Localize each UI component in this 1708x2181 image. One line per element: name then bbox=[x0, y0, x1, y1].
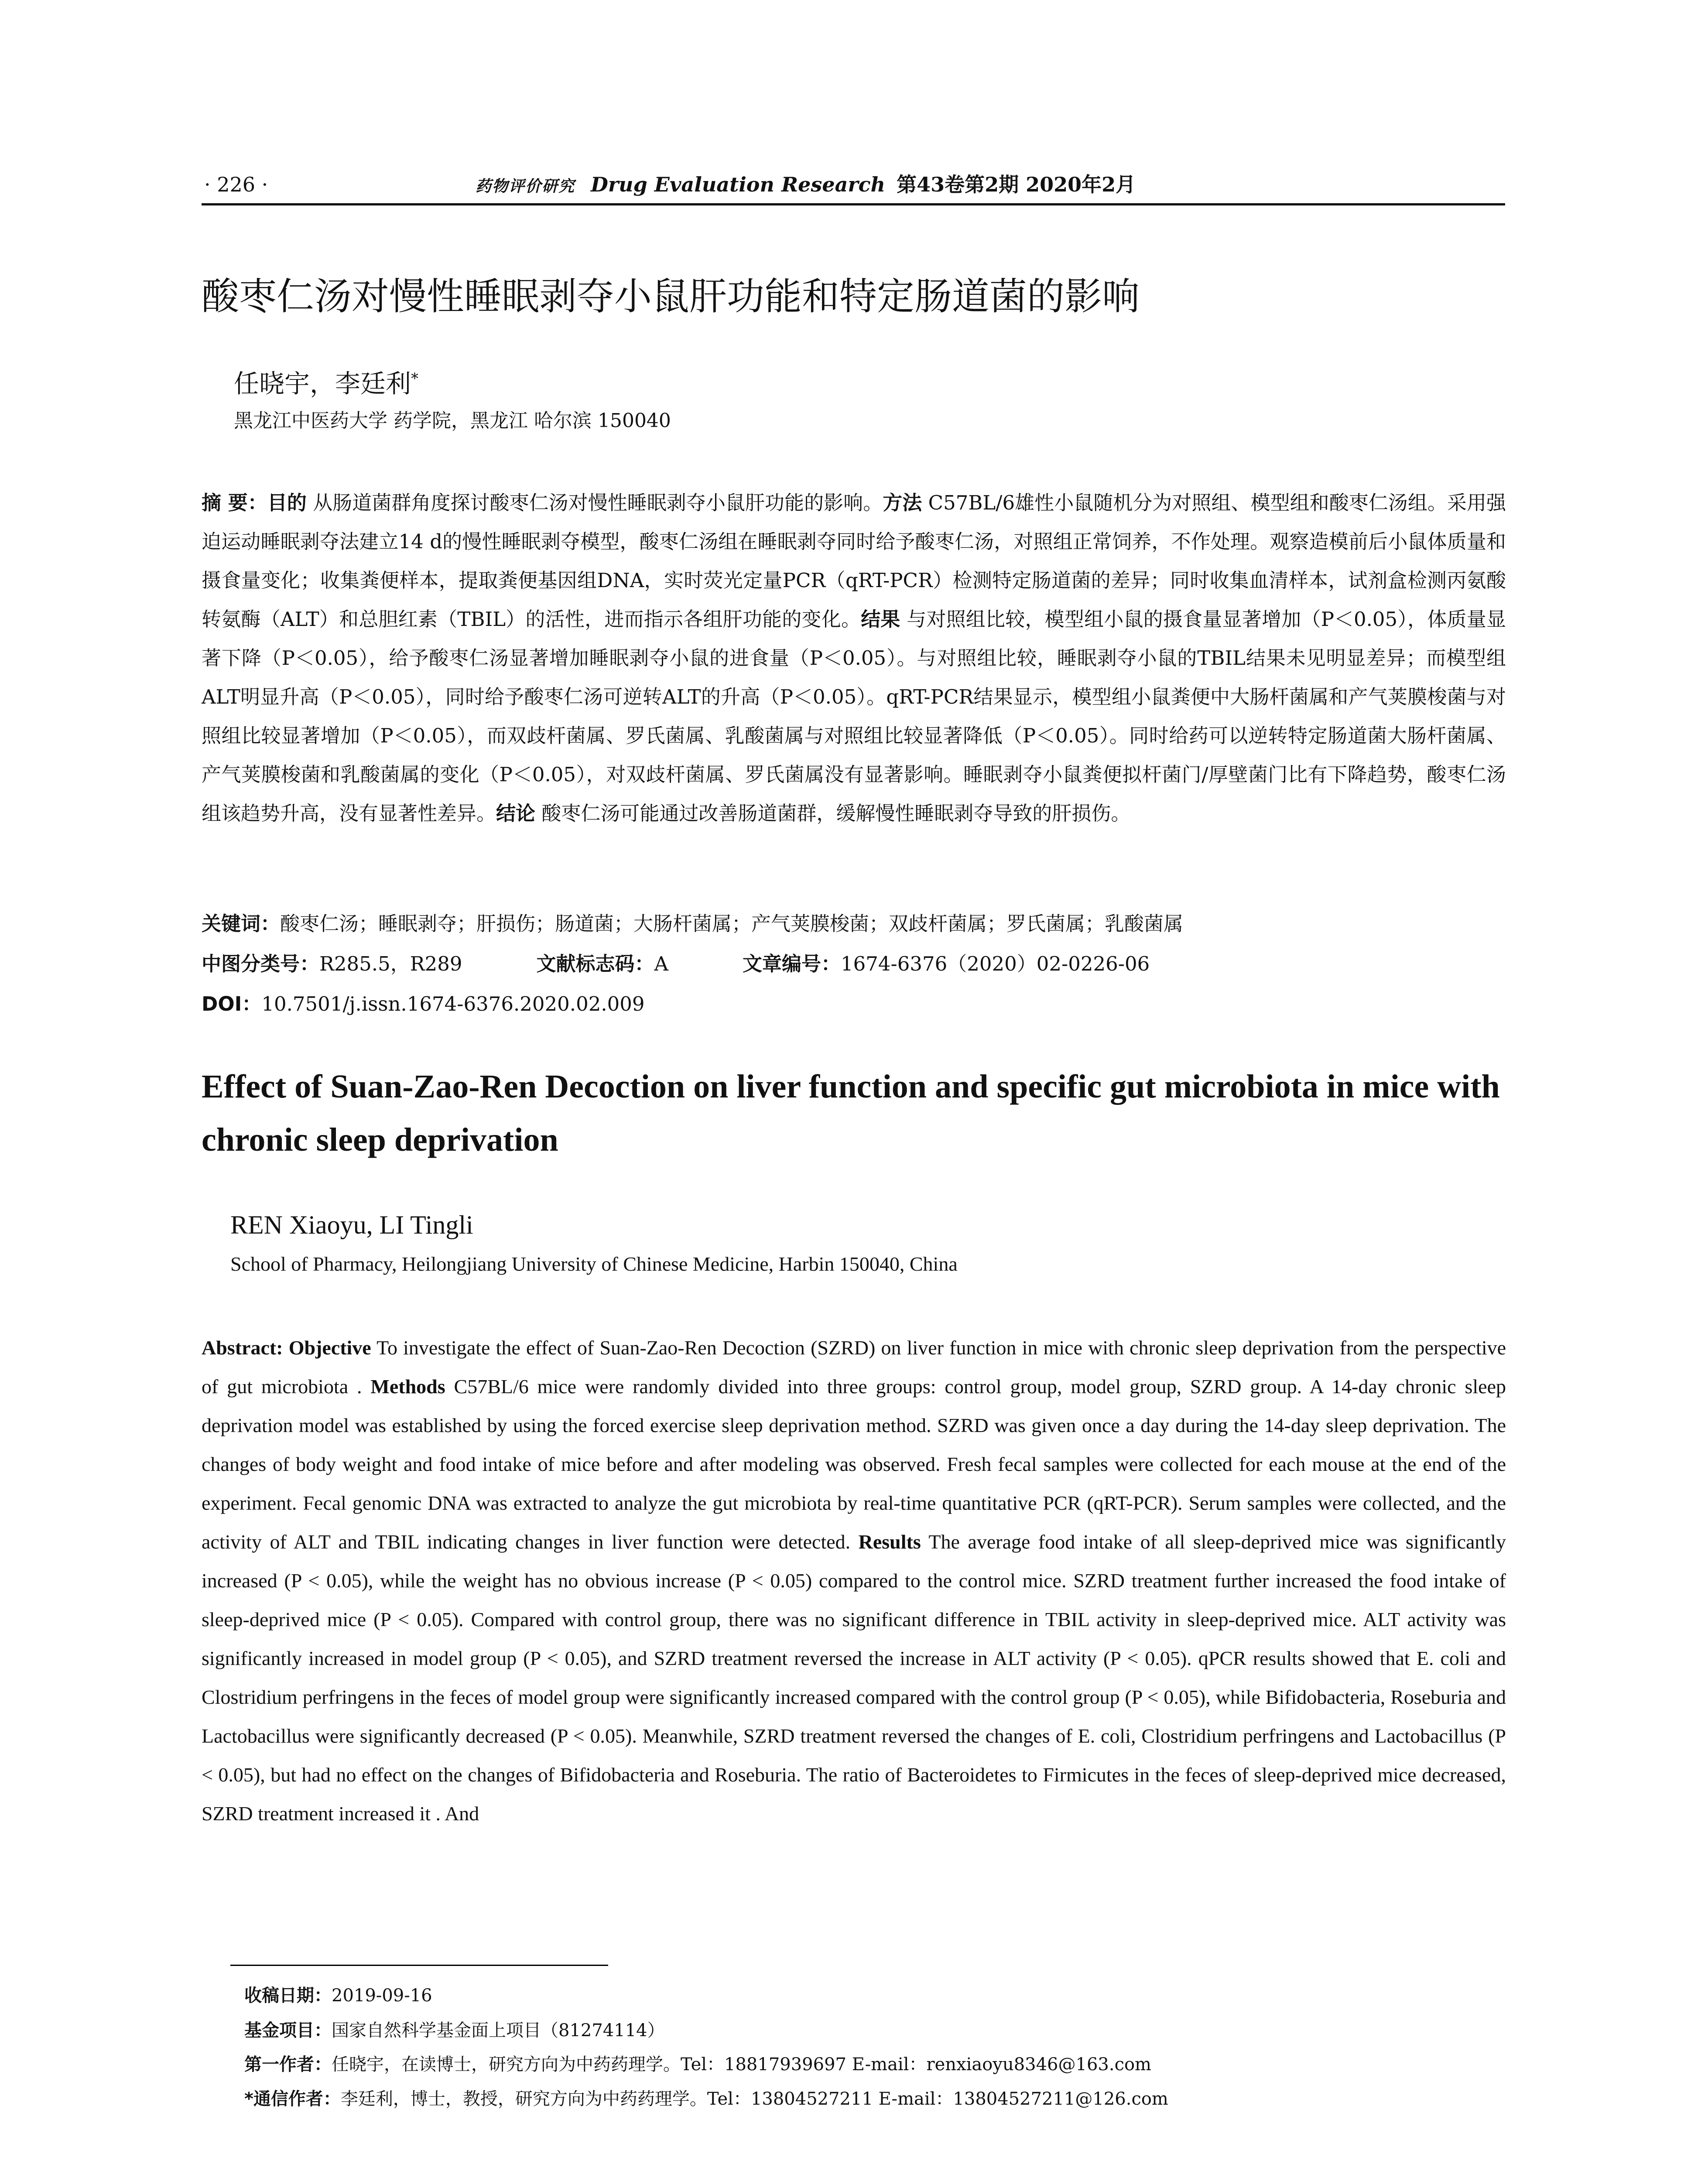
cn-abstract bbox=[202, 483, 1506, 833]
cn-affiliation: 黑龙江中医药大学 药学院，黑龙江 哈尔滨 150040 bbox=[234, 410, 671, 432]
en-abstract bbox=[202, 1328, 1506, 1833]
cn-methods-text: C57BL/6雄性小鼠随机分为对照组、模型组和酸枣仁汤组。采用强迫运动睡眠剥夺法建立14 d的慢性睡眠剥夺模型，酸枣仁汤组在睡眠剥夺同时给予酸枣仁汤，对照组正常饲养，不作处理。观察造模前后小鼠体质量和摄食量变化；收集粪便样本，提取粪便基因组DNA，实时荧光定量PCR（qRT-PCR）检测特定肠道菌的差异；同时收集血清样本，试剂盒检测丙氨酸转氨酶（ALT）和总胆红素（TBIL）的活性，进而指示各组肝功能的变化。 bbox=[202, 491, 1506, 631]
article-no-value: 1674-6376（2020）02-0226-06 bbox=[841, 952, 1150, 975]
footnote-rule bbox=[230, 1965, 608, 1966]
cn-methods-label: 方法 bbox=[883, 491, 922, 514]
journal-issue: 第43卷第2期 2020年2月 bbox=[897, 173, 1136, 196]
en-results-label: Results bbox=[858, 1531, 921, 1553]
article-no-label: 文章编号： bbox=[743, 952, 841, 975]
en-authors: REN Xiaoyu, LI Tingli bbox=[230, 1210, 473, 1239]
en-affiliation: School of Pharmacy, Heilongjiang University of Chinese Medicine, Harbin 150040, China bbox=[230, 1253, 958, 1275]
en-methods-text: C57BL/6 mice were randomly divided into three groups: control group, model group, SZRD group. A 14-day chronic sleep deprivation model was established by using the forced exercise sleep deprivation method. SZRD was given once a day during the 14-day sleep deprivation. The changes of body weight and food intake of mice before and after modeling was observed. Fresh fecal samples were collected for each mouse at the end of the experiment. Fecal genomic DNA was extracted to analyze the gut microbiota by real-time quantitative PCR (qRT-PCR). Serum samples were collected, and the activity of ALT and TBIL indicating changes in liver function were detected. bbox=[202, 1375, 1506, 1553]
cn-objective-label: 目的 bbox=[267, 491, 307, 514]
footnote-first-author: 第一作者：任晓宇，在读博士，研究方向为中药药理学。Tel：18817939697 E-mail：renxiaoyu8346@163.com bbox=[244, 2055, 1151, 2075]
cn-authors: 任晓宇，李廷利* bbox=[234, 369, 419, 399]
cn-results-label: 结果 bbox=[861, 608, 900, 631]
cn-conclusion-text: 酸枣仁汤可能通过改善肠道菌群，缓解慢性睡眠剥夺导致的肝损伤。 bbox=[535, 802, 1131, 825]
doi-value: 10.7501/j.issn.1674-6376.2020.02.009 bbox=[261, 992, 645, 1015]
cn-keywords bbox=[202, 911, 1506, 937]
cn-keywords-label: 关键词： bbox=[202, 912, 281, 935]
en-title: Effect of Suan-Zao-Ren Decoction on liver function and specific gut microbiota in mice with chronic sleep deprivation bbox=[202, 1068, 1500, 1158]
clc-value: R285.5，R289 bbox=[319, 952, 462, 975]
footnote-received: 收稿日期：2019-09-16 bbox=[244, 1986, 432, 2006]
doc-code-value: A bbox=[654, 952, 669, 975]
cn-abstract-label: 摘 要： bbox=[202, 491, 267, 514]
running-header bbox=[476, 171, 1136, 199]
cn-results-text: 与对照组比较，模型组小鼠的摄食量显著增加（P＜0.05），体质量显著下降（P＜0.05），给予酸枣仁汤显著增加睡眠剥夺小鼠的进食量（P＜0.05）。与对照组比较，睡眠剥夺小鼠的TBIL结果未见明显差异；而模型组ALT明显升高（P＜0.05），同时给予酸枣仁汤可逆转ALT的升高（P＜0.05）。qRT-PCR结果显示，模型组小鼠粪便中大肠杆菌属和产气荚膜梭菌与对照组比较显著增加（P＜0.05），而双歧杆菌属、罗氏菌属、乳酸菌属与对照组比较显著降低（P＜0.05）。同时给药可以逆转特定肠道菌大肠杆菌属、产气荚膜梭菌和乳酸菌属的变化（P＜0.05），对双歧杆菌属、罗氏菌属没有显著影响。睡眠剥夺小鼠粪便拟杆菌门/厚壁菌门比有下降趋势，酸枣仁汤组该趋势升高，没有显著性差异。 bbox=[202, 608, 1506, 825]
en-objective-text: To investigate the effect of Suan-Zao-Ren Decoction (SZRD) on liver function in mice with chronic sleep deprivation from the perspective of gut microbiota . bbox=[202, 1337, 1506, 1398]
cn-conclusion-label: 结论 bbox=[496, 802, 536, 825]
en-results-text: The average food intake of all sleep-deprived mice was significantly increased (P < 0.05), while the weight has no obvious increase (P < 0.05) compared to the control mice. SZRD treatment further increased the food intake of sleep-deprived mice (P < 0.05). Compared with control group, there was no significant difference in TBIL activity in sleep-deprived mice. ALT activity was significantly increased in model group (P < 0.05), and SZRD treatment reversed the increase in ALT activity (P < 0.05). qPCR results showed that E. coli and Clostridium perfringens in the feces of model group were significantly increased compared with the control group (P < 0.05), while Bifidobacteria, Roseburia and Lactobacillus were significantly decreased (P < 0.05). Meanwhile, SZRD treatment reversed the changes of E. coli, Clostridium perfringens and Lactobacillus (P < 0.05), but had no effect on the changes of Bifidobacteria and Roseburia. The ratio of Bacteroidetes to Firmicutes in the feces of sleep-deprived mice decreased, SZRD treatment increased it . And bbox=[202, 1531, 1506, 1825]
cn-objective-text: 从肠道菌群角度探讨酸枣仁汤对慢性睡眠剥夺小鼠肝功能的影响。 bbox=[306, 491, 883, 514]
doi-line bbox=[202, 991, 645, 1017]
page-number: · 226 · bbox=[204, 173, 268, 196]
doi-label: DOI： bbox=[202, 992, 262, 1015]
clc-label: 中图分类号： bbox=[202, 952, 320, 975]
journal-logo: 药物评价研究 bbox=[476, 177, 575, 195]
doc-code-label: 文献标志码： bbox=[536, 952, 654, 975]
en-methods-label: Methods bbox=[370, 1375, 445, 1398]
en-abstract-label: Abstract: bbox=[202, 1337, 283, 1359]
cn-classification bbox=[202, 951, 1150, 977]
journal-name: Drug Evaluation Research bbox=[591, 173, 886, 196]
header-rule bbox=[202, 203, 1505, 205]
cn-keywords-text: 酸枣仁汤；睡眠剥夺；肝损伤；肠道菌；大肠杆菌属；产气荚膜梭菌；双歧杆菌属；罗氏菌属；乳酸菌属 bbox=[280, 912, 1184, 935]
footnote-corresponding: *通信作者：李廷利，博士，教授，研究方向为中药药理学。Tel：13804527211 E-mail：13804527211@126.com bbox=[244, 2089, 1168, 2109]
cn-title: 酸枣仁汤对慢性睡眠剥夺小鼠肝功能和特定肠道菌的影响 bbox=[202, 275, 1140, 318]
footnote-fund: 基金项目：国家自然科学基金面上项目（81274114） bbox=[244, 2020, 665, 2041]
corresponding-mark: * bbox=[411, 370, 419, 387]
en-objective-label: Objective bbox=[288, 1337, 371, 1359]
